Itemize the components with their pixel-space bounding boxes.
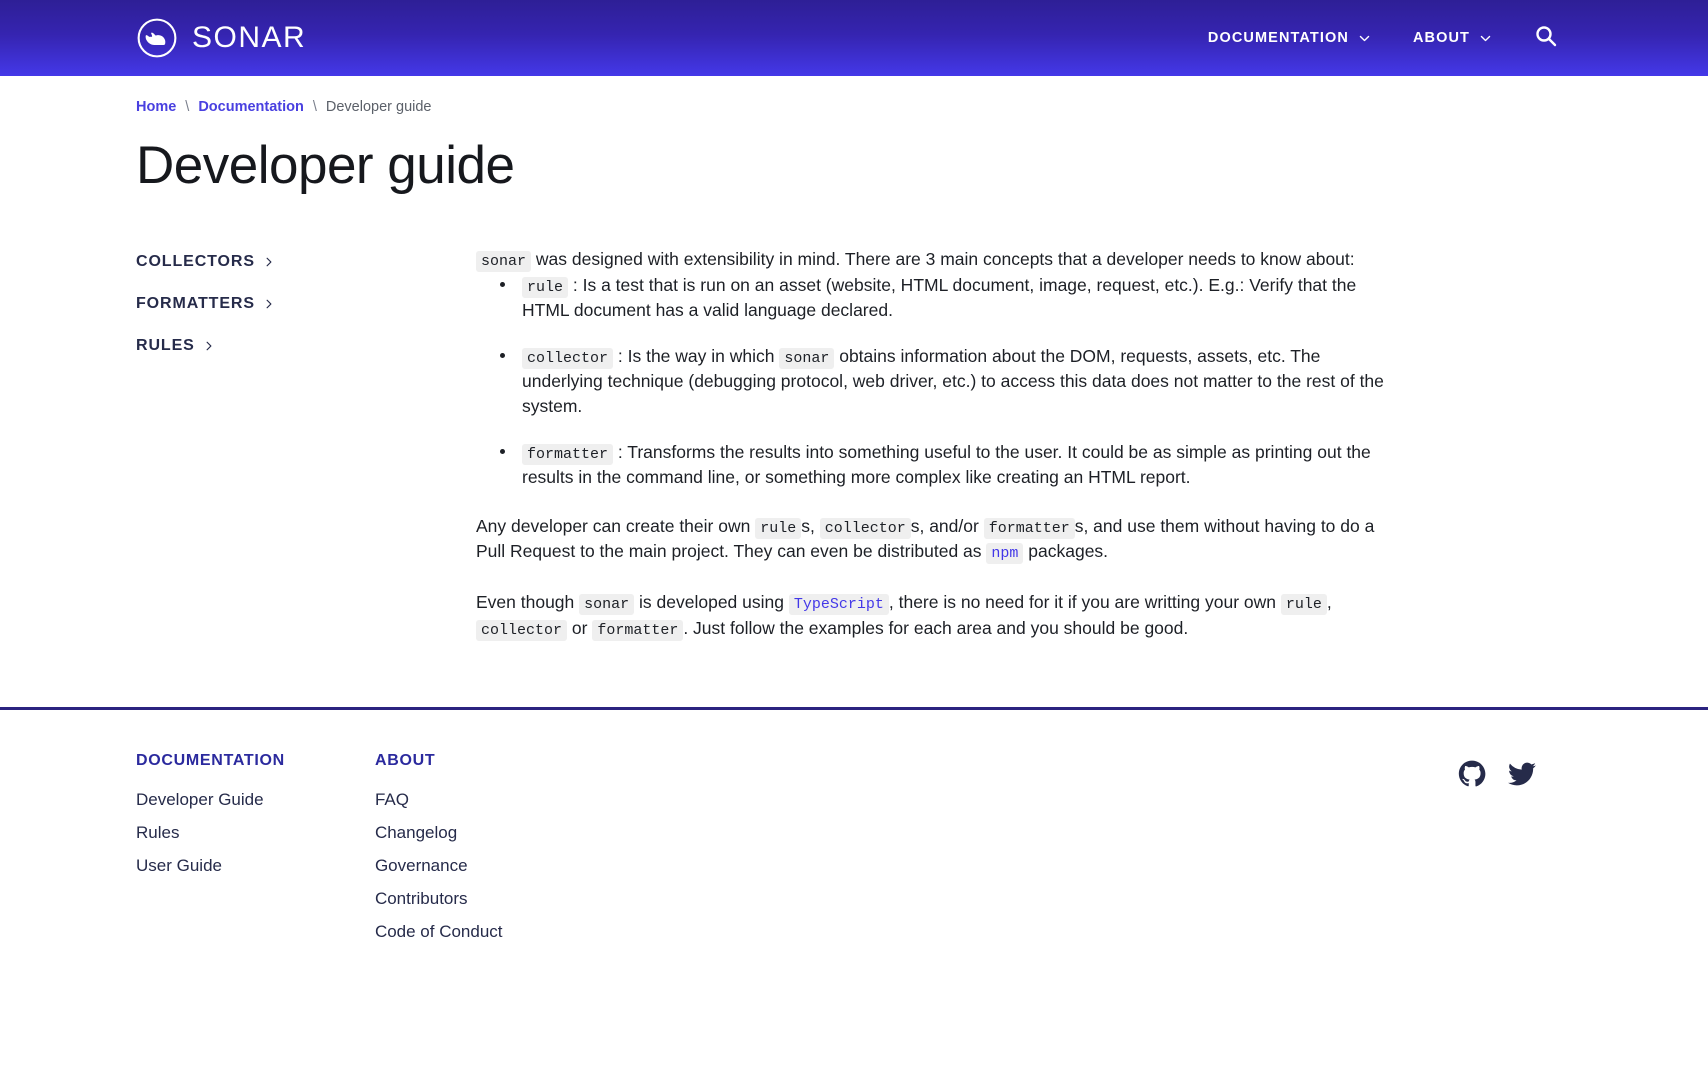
code-link-typescript[interactable]: TypeScript xyxy=(789,594,889,615)
code-rule: rule xyxy=(522,277,568,298)
chevron-down-icon xyxy=(1479,32,1492,45)
breadcrumb xyxy=(0,76,1708,115)
sidebar-item-formatters-label: FORMATTERS xyxy=(136,295,255,313)
breadcrumb-separator: \ xyxy=(312,99,317,115)
brand-logo-link[interactable] xyxy=(136,17,306,59)
page-body xyxy=(0,195,1708,667)
footer-link-code-of-conduct[interactable]: Code of Conduct xyxy=(374,922,503,942)
chevron-right-icon xyxy=(263,255,275,269)
code-collector: collector xyxy=(522,348,613,369)
chevron-right-icon xyxy=(203,339,215,353)
footer-link-governance[interactable]: Governance xyxy=(374,856,468,876)
github-icon[interactable] xyxy=(1458,760,1486,793)
intro-paragraph xyxy=(476,247,1396,272)
list-item-formatter-text: : Transforms the results into something useful to the user. It could be as simple as printing out the results in the command line, or something more complex like creating an HTML report. xyxy=(522,441,1371,488)
brand-name: SONAR xyxy=(192,21,307,54)
nav-item-about-label: ABOUT xyxy=(1412,30,1470,46)
p3-t6: . Just follow the examples for each area and you should be good. xyxy=(683,617,1189,638)
footer-social-links xyxy=(1458,760,1536,793)
list-item-collector-text-after: obtains information about the DOM, requests, assets, etc. The underlying technique (debugging protocol, web driver, etc.) to access this data does not matter to the rest of the system. xyxy=(522,345,1384,416)
chevron-right-icon xyxy=(263,297,275,311)
p2-t2: s, xyxy=(801,515,820,536)
footer-heading-documentation: DOCUMENTATION xyxy=(136,752,285,770)
sidebar-item-collectors[interactable] xyxy=(136,253,476,271)
code-sonar-inline: sonar xyxy=(779,348,834,369)
footer-link-developer-guide[interactable]: Developer Guide xyxy=(136,790,264,810)
sonar-whale-logo-icon xyxy=(136,17,178,59)
p2-t5: packages. xyxy=(1023,541,1109,562)
nav-item-documentation-label: DOCUMENTATION xyxy=(1207,30,1349,46)
nav-item-about[interactable] xyxy=(1413,30,1492,46)
sidebar-item-rules[interactable] xyxy=(136,337,476,355)
page-title: Developer guide xyxy=(136,136,515,195)
list-item-collector-text-before: : Is the way in which xyxy=(613,345,780,366)
p2-t3: s, and/or xyxy=(910,515,984,536)
p2-t4: s, and use them without having to do a Pull Request to the main project. They can even be distributed as xyxy=(476,515,1375,562)
p3-t5: or xyxy=(567,617,593,638)
footer-column-documentation xyxy=(136,752,285,955)
sidebar-item-formatters[interactable] xyxy=(136,295,476,313)
intro-text: was designed with extensibility in mind. There are 3 main concepts that a developer needs to know about: xyxy=(531,249,1355,270)
list-item-rule-text: : Is a test that is run on an asset (website, HTML document, image, request, etc.). E.g.: Verify that the HTML document has a valid language declared. xyxy=(522,274,1357,320)
footer-link-changelog[interactable]: Changelog xyxy=(374,823,458,843)
article-content xyxy=(476,245,1396,667)
sidebar-item-rules-label: RULES xyxy=(136,337,195,355)
footer-column-about xyxy=(375,752,503,955)
breadcrumb-item-documentation[interactable]: Documentation xyxy=(198,99,304,115)
nav-item-documentation[interactable] xyxy=(1208,30,1371,46)
footer-link-rules[interactable]: Rules xyxy=(136,823,180,843)
header-navigation xyxy=(1208,24,1678,53)
search-button[interactable] xyxy=(1534,24,1558,53)
code-formatter: formatter xyxy=(984,518,1075,539)
site-footer xyxy=(0,710,1708,995)
list-item-rule xyxy=(500,273,1396,323)
footer-link-faq[interactable]: FAQ xyxy=(374,790,409,810)
p3-t1: Even though xyxy=(476,592,580,613)
footer-heading-about: ABOUT xyxy=(374,752,436,770)
paragraph-custom-extensions xyxy=(476,514,1396,565)
concepts-list xyxy=(476,273,1396,490)
twitter-icon[interactable] xyxy=(1508,760,1536,793)
p3-t4: , xyxy=(1326,592,1332,613)
side-navigation xyxy=(136,245,476,379)
code-sonar: sonar xyxy=(476,251,531,272)
p3-t2: is developed using xyxy=(634,592,789,613)
paragraph-typescript xyxy=(476,590,1396,641)
sidebar-item-collectors-label: COLLECTORS xyxy=(136,253,255,271)
code-rule: rule xyxy=(1281,594,1327,615)
footer-link-user-guide[interactable]: User Guide xyxy=(136,856,222,876)
code-collector: collector xyxy=(820,518,911,539)
p2-t1: Any developer can create their own xyxy=(476,515,756,536)
code-link-npm[interactable]: npm xyxy=(986,543,1023,564)
breadcrumb-item-current: Developer guide xyxy=(325,99,432,115)
code-formatter: formatter xyxy=(592,620,683,641)
breadcrumb-separator: \ xyxy=(185,99,190,115)
code-sonar: sonar xyxy=(579,594,634,615)
breadcrumb-item-home[interactable]: Home xyxy=(136,99,177,115)
site-header xyxy=(0,0,1708,76)
search-icon xyxy=(1534,24,1558,53)
list-item-collector xyxy=(500,344,1396,419)
footer-link-contributors[interactable]: Contributors xyxy=(374,889,468,909)
p3-t3: , there is no need for it if you are writting your own xyxy=(888,592,1281,613)
code-formatter: formatter xyxy=(522,444,613,465)
chevron-down-icon xyxy=(1358,32,1371,45)
list-item-formatter xyxy=(500,440,1396,490)
code-collector: collector xyxy=(476,620,567,641)
code-rule: rule xyxy=(755,518,801,539)
